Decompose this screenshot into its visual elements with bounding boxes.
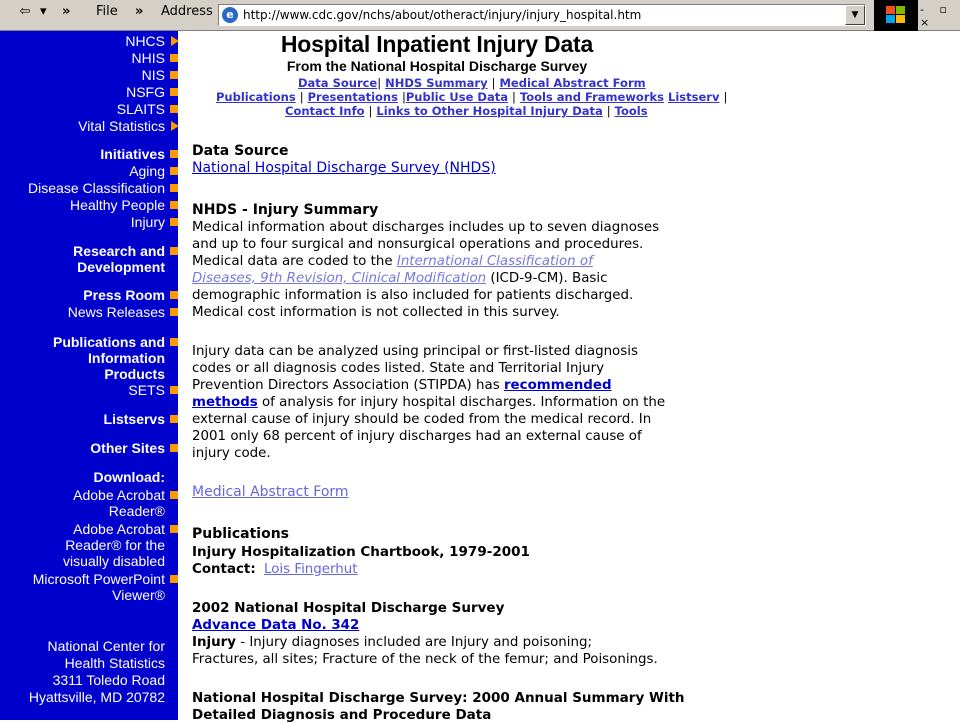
nav-contact-info-link[interactable]: Contact Info bbox=[285, 104, 365, 118]
windows-logo bbox=[874, 0, 918, 31]
injury-desc-line-1 bbox=[192, 634, 592, 651]
browser-toolbar bbox=[0, 0, 960, 31]
nav-other-hospital-data-link[interactable]: Links to Other Hospital Injury Data bbox=[376, 104, 603, 118]
bullet-icon bbox=[170, 201, 178, 209]
sidebar-item-acrobat-accessible[interactable]: Adobe Acrobat bbox=[73, 521, 165, 537]
summary-line-6: Medical cost information is not collected in this survey. bbox=[192, 305, 560, 320]
bullet-icon bbox=[170, 88, 178, 96]
bullet-icon bbox=[170, 291, 178, 299]
advance-data-link[interactable]: Advance Data No. 342 bbox=[192, 618, 360, 633]
sidebar-item-research-line2[interactable]: Development bbox=[77, 259, 165, 275]
contact-line bbox=[192, 561, 358, 578]
medical-abstract-line bbox=[192, 484, 349, 501]
sidebar-item-initiatives[interactable]: Initiatives bbox=[100, 146, 165, 162]
nav-publications-link[interactable]: Publications bbox=[216, 90, 296, 104]
nav-public-use-data-link[interactable]: Public Use Data bbox=[405, 90, 508, 104]
bullet-icon bbox=[170, 167, 178, 175]
publications-heading: Publications bbox=[192, 526, 290, 542]
injury-line-6: 2001 only 68 percent of injury discharges had an external cause of bbox=[192, 429, 642, 444]
sidebar-item-acrobat-line2[interactable]: Reader® bbox=[108, 503, 165, 519]
arrow-icon bbox=[171, 36, 179, 46]
separator: | bbox=[368, 104, 373, 118]
chartbook-title: Injury Hospitalization Chartbook, 1979-2001 bbox=[192, 544, 530, 560]
sidebar-item-acrobat-accessible-line2[interactable]: Reader® for the bbox=[65, 537, 165, 553]
sidebar-address-line1: National Center for bbox=[47, 638, 165, 654]
summary-text: Medical data are coded to the bbox=[192, 254, 397, 269]
summary-line-1: Medical information about discharges includes up to seven diagnoses bbox=[192, 220, 660, 235]
separator: | bbox=[723, 90, 728, 104]
nav-links-row-1 bbox=[298, 76, 818, 90]
nav-tools-frameworks-link[interactable]: Tools and Frameworks bbox=[519, 90, 664, 104]
windows-flag-icon bbox=[886, 6, 906, 24]
sidebar-address-line4: Hyattsville, MD 20782 bbox=[28, 689, 165, 705]
bullet-icon bbox=[170, 338, 178, 346]
nhds-link-line bbox=[192, 160, 496, 177]
bullet-icon bbox=[170, 525, 178, 533]
toolbar-overflow-button[interactable]: » bbox=[62, 4, 71, 19]
sidebar-item-disease-classification[interactable]: Disease Classification bbox=[28, 180, 165, 196]
page-subtitle: From the National Hospital Discharge Survey bbox=[286, 58, 588, 74]
contact-link[interactable]: Lois Fingerhut bbox=[263, 562, 358, 577]
sidebar-address-line3: 3311 Toledo Road bbox=[52, 672, 165, 688]
summary-line-4 bbox=[192, 270, 608, 287]
injury-line-5: external cause of injury should be coded from the medical record. In bbox=[192, 412, 652, 427]
separator: | bbox=[401, 90, 406, 104]
sidebar-item-news-releases[interactable]: News Releases bbox=[68, 304, 165, 320]
window-controls[interactable]: - ▫ × bbox=[920, 3, 953, 29]
injury-desc-line-2: Fractures, all sites; Fracture of the neck of the femur; and Poisonings. bbox=[192, 652, 658, 667]
sidebar-item-nhis[interactable]: NHIS bbox=[132, 50, 165, 66]
sidebar-item-other-sites[interactable]: Other Sites bbox=[90, 440, 165, 456]
injury-line-2: codes or all diagnosis codes listed. State and Territorial Injury bbox=[192, 361, 605, 376]
arrow-icon bbox=[171, 121, 179, 131]
bullet-icon bbox=[170, 575, 178, 583]
sidebar bbox=[0, 31, 178, 720]
sidebar-item-acrobat[interactable]: Adobe Acrobat bbox=[73, 487, 165, 503]
bullet-icon bbox=[170, 218, 178, 226]
separator: | bbox=[511, 90, 516, 104]
annual-summary-heading-1: National Hospital Discharge Survey: 2000 Annual Summary With bbox=[192, 690, 685, 706]
injury-text: of analysis for injury hospital discharges. Information on the bbox=[257, 395, 666, 410]
separator: | bbox=[491, 76, 496, 90]
nav-medical-abstract-link[interactable]: Medical Abstract Form bbox=[499, 76, 646, 90]
icd-link-line2[interactable]: Diseases, 9th Revision, Clinical Modification bbox=[192, 271, 487, 286]
recommended-methods-link-line2[interactable]: methods bbox=[192, 395, 258, 410]
address-dropdown-button[interactable]: ▼ bbox=[845, 5, 865, 25]
nav-data-source-link[interactable]: Data Source bbox=[298, 76, 378, 90]
summary-line-3 bbox=[192, 253, 593, 270]
nhds-2002-heading: 2002 National Hospital Discharge Survey bbox=[192, 600, 505, 616]
sidebar-item-aging[interactable]: Aging bbox=[129, 163, 165, 179]
sidebar-download-heading: Download: bbox=[93, 469, 165, 485]
sidebar-item-healthy-people[interactable]: Healthy People bbox=[70, 197, 165, 213]
sidebar-item-publications[interactable]: Publications and bbox=[53, 334, 165, 350]
bullet-icon bbox=[170, 54, 178, 62]
contact-label: Contact: bbox=[192, 562, 256, 577]
bullet-icon bbox=[170, 105, 178, 113]
separator: | bbox=[377, 76, 382, 90]
recommended-methods-link[interactable]: recommended bbox=[503, 378, 612, 393]
sidebar-item-nhcs[interactable]: NHCS bbox=[125, 33, 165, 49]
separator: | bbox=[606, 104, 611, 118]
bullet-icon bbox=[170, 150, 178, 158]
medical-abstract-form-link[interactable]: Medical Abstract Form bbox=[192, 484, 349, 500]
data-source-heading: Data Source bbox=[192, 143, 289, 159]
bullet-icon bbox=[170, 415, 178, 423]
annual-summary-heading-2: Detailed Diagnosis and Procedure Data bbox=[192, 707, 492, 723]
nav-presentations-link[interactable]: Presentations bbox=[307, 90, 398, 104]
sidebar-item-research[interactable]: Research and bbox=[73, 243, 165, 259]
back-button[interactable]: ⇦ bbox=[19, 4, 31, 19]
nav-listserv-link[interactable]: Listserv bbox=[668, 90, 720, 104]
nhds-link[interactable]: National Hospital Discharge Survey (NHDS) bbox=[192, 160, 496, 176]
injury-line-1: Injury data can be analyzed using principal or first-listed diagnosis bbox=[192, 344, 638, 359]
bullet-icon bbox=[170, 247, 178, 255]
address-bar[interactable] bbox=[218, 4, 866, 26]
sidebar-item-nsfg[interactable]: NSFG bbox=[126, 84, 165, 100]
bullet-icon bbox=[170, 386, 178, 394]
summary-heading: NHDS - Injury Summary bbox=[192, 202, 379, 218]
icd-link[interactable]: International Classification of bbox=[396, 254, 593, 269]
sidebar-item-publications-line2[interactable]: Information bbox=[88, 350, 165, 366]
injury-line-4 bbox=[192, 394, 665, 411]
summary-line-2: and up to four surgical and nonsurgical operations and procedures. bbox=[192, 237, 644, 252]
address-label: Address bbox=[161, 4, 213, 19]
advance-data-line bbox=[192, 617, 359, 634]
bullet-icon bbox=[170, 184, 178, 192]
sidebar-item-press-room[interactable]: Press Room bbox=[83, 287, 165, 303]
sidebar-item-slaits[interactable]: SLAITS bbox=[117, 101, 165, 117]
sidebar-item-publications-line3[interactable]: Products bbox=[104, 366, 165, 382]
sidebar-item-sets[interactable]: SETS bbox=[128, 382, 165, 398]
sidebar-item-vital-statistics[interactable]: Vital Statistics bbox=[78, 118, 165, 134]
injury-label: Injury bbox=[192, 635, 236, 650]
page-title: Hospital Inpatient Injury Data bbox=[280, 31, 594, 57]
summary-line-5: demographic information is also included for patients discharged. bbox=[192, 288, 634, 303]
sidebar-item-powerpoint-line2[interactable]: Viewer® bbox=[112, 587, 165, 603]
sidebar-item-nis[interactable]: NIS bbox=[142, 67, 165, 83]
bullet-icon bbox=[170, 308, 178, 316]
bullet-icon bbox=[170, 491, 178, 499]
ie-page-icon: e bbox=[222, 7, 238, 23]
bullet-icon bbox=[170, 71, 178, 79]
back-dropdown[interactable]: ▾ bbox=[40, 4, 47, 19]
nav-links-row-3 bbox=[285, 104, 805, 118]
sidebar-item-acrobat-accessible-line3[interactable]: visually disabled bbox=[63, 553, 165, 569]
file-menu[interactable]: File bbox=[96, 4, 118, 19]
nav-links-row-2 bbox=[216, 90, 736, 104]
injury-desc: - Injury diagnoses included are Injury and poisoning; bbox=[235, 635, 592, 650]
nav-nhds-summary-link[interactable]: NHDS Summary bbox=[385, 76, 488, 90]
sidebar-address-line2: Health Statistics bbox=[64, 655, 165, 671]
sidebar-item-injury[interactable]: Injury bbox=[131, 214, 165, 230]
summary-text: (ICD-9-CM). Basic bbox=[486, 271, 608, 286]
injury-line-3 bbox=[192, 377, 612, 394]
injury-text: Prevention Directors Association (STIPDA) has bbox=[192, 378, 504, 393]
bullet-icon bbox=[170, 444, 178, 452]
sidebar-item-listservs[interactable]: Listservs bbox=[104, 411, 165, 427]
nav-tools-link[interactable]: Tools bbox=[614, 104, 648, 118]
separator: | bbox=[299, 90, 304, 104]
url-text: http://www.cdc.gov/nchs/about/otheract/injury/injury_hospital.htm bbox=[243, 8, 642, 22]
injury-line-7: injury code. bbox=[192, 446, 271, 461]
sidebar-item-powerpoint[interactable]: Microsoft PowerPoint bbox=[33, 571, 165, 587]
menu-overflow-button[interactable]: » bbox=[135, 4, 144, 19]
